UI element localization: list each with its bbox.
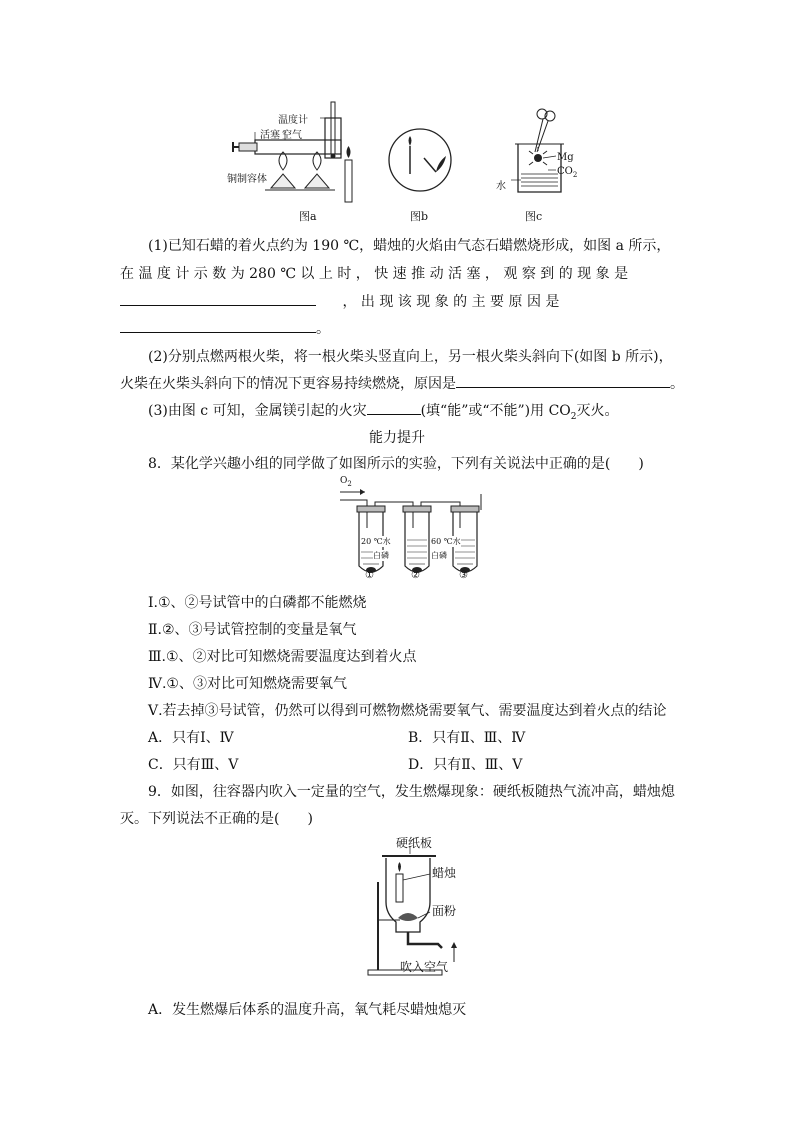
- label-blow-air: 吹入空气: [400, 960, 449, 974]
- q9-stem-line1: 9．如图，往容器内吹入一定量的空气，发生燃爆现象：硬纸板随热气流冲高，蜡烛熄: [148, 784, 675, 800]
- q8-statement-5: Ⅴ.若去掉③号试管，仍然可以得到可燃物燃烧需要氧气、需要温度达到着火点的结论: [148, 703, 667, 719]
- figure-q9: [360, 832, 480, 982]
- q7-part1-line1: (1)已知石蜡的着火点约为 190 ℃，蜡烛的火焰由气态石蜡燃烧形成，如图 a 所示，: [148, 238, 671, 254]
- q7-part1-line2: 在 温 度 计 示 数 为 280 ℃ 以 上 时 ， 快 速 推 动 活 塞 ， 观 察 到 的 现 象 是: [120, 266, 629, 282]
- label-air: 空气: [282, 130, 302, 141]
- figure-b: [386, 126, 456, 226]
- q7-part3: (3)由图 c 可知，金属镁引起的火灾 (填“能”或“不能”)用 $CO_2$灭火。: [148, 400, 703, 427]
- label-mg: Mg: [557, 152, 574, 163]
- label-piston: 活塞: [260, 130, 280, 141]
- figure-q8: [335, 478, 495, 586]
- label-tube-3: ③: [459, 570, 468, 581]
- label-phosphorus-1: 白磷: [373, 551, 389, 560]
- label-cardboard: 硬纸板: [396, 836, 433, 850]
- answer-blank[interactable]: [120, 318, 316, 333]
- q8-statement-3: Ⅲ.①、②对比可知燃烧需要温度达到着火点: [148, 649, 417, 665]
- figure-c-drawing: [493, 104, 593, 199]
- label-candle: 蜡烛: [432, 866, 457, 880]
- q8-statement-4: Ⅳ.①、③对比可知燃烧需要氧气: [148, 676, 347, 692]
- q8-statement-1: Ⅰ.①、②号试管中的白磷都不能燃烧: [148, 595, 367, 611]
- label-co2: $CO_2$: [557, 166, 578, 179]
- q7-part1-line3: ， 出 现 该 现 象 的 主 要 原 因 是: [120, 291, 675, 312]
- label-tube-1: ①: [365, 570, 374, 581]
- figure-c: [493, 104, 593, 226]
- label-water: 水: [496, 181, 506, 192]
- q8-statement-2: Ⅱ.②、③号试管控制的变量是氧气: [148, 622, 357, 638]
- label-phosphorus-2: 白磷: [431, 551, 447, 560]
- section-title: 能力提升: [369, 430, 425, 446]
- label-water-20: 20 ℃水: [361, 537, 391, 546]
- caption-figure-a: 图a: [299, 210, 317, 223]
- figure-a: [225, 100, 365, 225]
- label-water-60: 60 ℃水: [431, 537, 461, 546]
- label-o2: $O_2$: [340, 476, 352, 488]
- label-copper-block: 铜制容体: [227, 174, 267, 185]
- caption-figure-b: 图b: [410, 210, 429, 223]
- q7-part1-line4: 。: [120, 318, 675, 339]
- q8-option-b[interactable]: B．只有Ⅱ、Ⅲ、Ⅳ: [408, 730, 526, 746]
- q7-part2-line2: 火柴在火柴头斜向下的情况下更容易持续燃烧，原因是 。: [120, 373, 675, 394]
- q8-option-c[interactable]: C．只有Ⅲ、Ⅴ: [148, 757, 239, 773]
- label-flour: 面粉: [432, 904, 457, 918]
- answer-blank[interactable]: [120, 291, 316, 306]
- q9-stem-line2: 灭。下列说法不正确的是( ): [120, 811, 313, 827]
- answer-blank[interactable]: [367, 400, 421, 415]
- q8-stem: 8．某化学兴趣小组的同学做了如图所示的实验，下列有关说法中正确的是( ): [148, 456, 644, 472]
- q9-option-a[interactable]: A．发生燃爆后体系的温度升高，氧气耗尽蜡烛熄灭: [148, 1002, 467, 1018]
- figure-b-drawing: [386, 126, 456, 196]
- q7-part2-line1: (2)分别点燃两根火柴，将一根火柴头竖直向上，另一根火柴头斜向下(如图 b 所示)，: [148, 349, 673, 365]
- label-tube-2: ②: [411, 570, 420, 581]
- caption-figure-c: 图c: [525, 210, 543, 223]
- label-thermometer: 温度计: [278, 115, 308, 126]
- q8-option-d[interactable]: D．只有Ⅱ、Ⅲ、Ⅴ: [408, 757, 523, 773]
- q8-option-a[interactable]: A．只有Ⅰ、Ⅳ: [148, 730, 234, 746]
- answer-blank[interactable]: [456, 373, 670, 388]
